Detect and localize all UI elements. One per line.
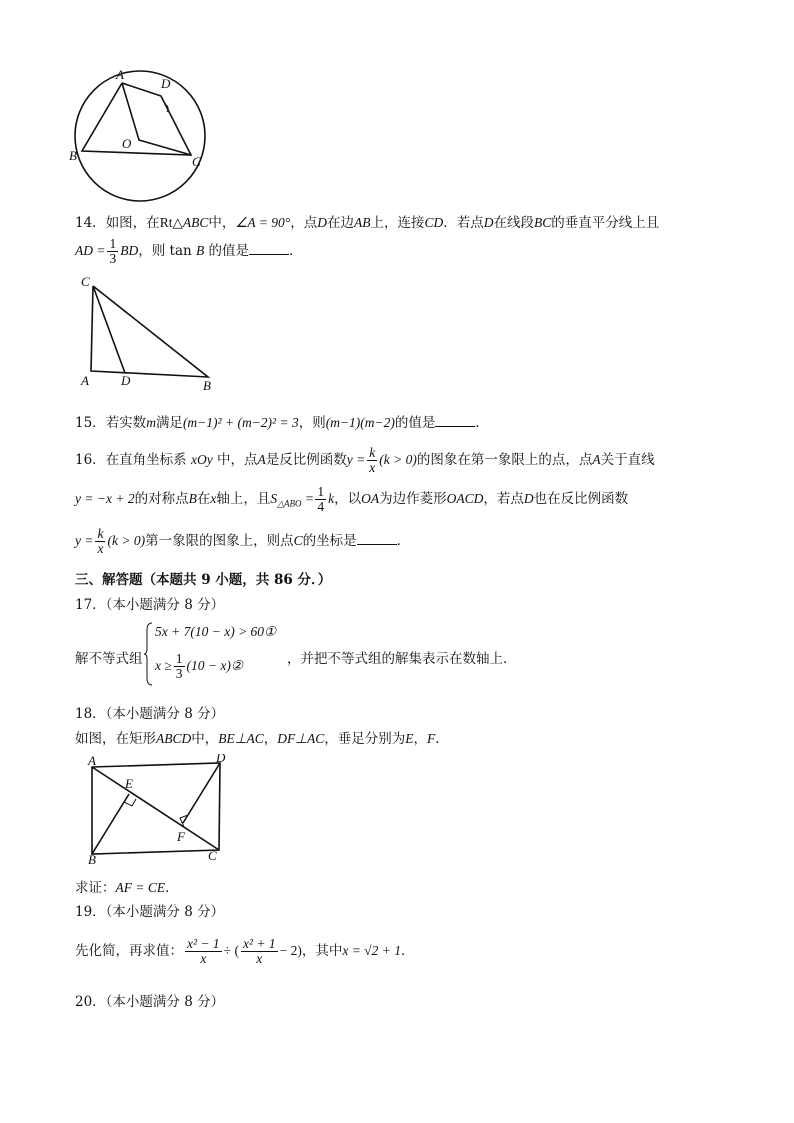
q16-x: x bbox=[210, 491, 217, 506]
q15-text: 满足 bbox=[155, 415, 183, 431]
q16-frac-den: x bbox=[97, 541, 104, 556]
q16-a: A bbox=[592, 452, 601, 467]
q14-angle: ∠A = 90° bbox=[235, 215, 291, 230]
q15-expr2: (m−1)(m−2) bbox=[325, 415, 395, 430]
q18-text bbox=[75, 727, 449, 747]
q15-m: m bbox=[146, 415, 156, 430]
q15-number: 15． bbox=[75, 415, 106, 431]
q19-frac-den: x bbox=[200, 951, 207, 966]
q18-be: BE⊥AC bbox=[218, 731, 264, 746]
q17-fraction bbox=[174, 652, 185, 681]
label-a: A bbox=[81, 373, 89, 388]
q16-text: 为边作菱形 bbox=[379, 491, 447, 507]
q14-frac-num: 1 bbox=[109, 236, 117, 251]
q17-brace bbox=[143, 622, 153, 686]
q19-rest: − 2) bbox=[279, 943, 302, 958]
q15-answer-blank[interactable] bbox=[435, 414, 475, 427]
q14-abc: ABC bbox=[182, 215, 209, 230]
triangle-lines bbox=[91, 286, 208, 377]
label-a: A bbox=[88, 754, 96, 768]
q16-frac-num: k bbox=[97, 526, 104, 541]
q16-frac-num: 1 bbox=[317, 484, 325, 499]
q17-prefix: 解不等式组 bbox=[75, 651, 143, 667]
q14-line2 bbox=[75, 237, 303, 266]
q16-text: 的对称点 bbox=[134, 491, 189, 507]
q16-s-sub: △ABO bbox=[277, 498, 302, 509]
q16-end: ． bbox=[396, 533, 411, 549]
q18-t: 如图，在矩形 bbox=[75, 731, 156, 747]
q14-bc: BC bbox=[533, 215, 552, 230]
q14-line1 bbox=[75, 211, 659, 231]
figure-circle-abcd bbox=[65, 66, 215, 206]
q14-text: 的垂直平分线上且 bbox=[551, 215, 660, 231]
q16-text: 第一象限的图象上，则点 bbox=[145, 533, 294, 549]
q16-y: y = bbox=[75, 533, 94, 548]
q14-b: B bbox=[196, 243, 205, 258]
q16-text: 关于直线 bbox=[600, 452, 655, 468]
q16-frac-den: 4 bbox=[317, 499, 325, 514]
section-3-heading: 三、解答题（本题共 9 小题，共 86 分．） bbox=[75, 572, 332, 588]
q17-suffix: ，并把不等式组的解集表示在数轴上． bbox=[287, 651, 517, 667]
q16-fraction-kx bbox=[367, 446, 377, 475]
q16-line: y = −x + 2 bbox=[75, 491, 135, 506]
q14-frac-den: 3 bbox=[109, 251, 117, 266]
q14-d: D bbox=[483, 215, 494, 230]
q16-text: 在直角坐标系 bbox=[105, 452, 187, 468]
q19-t: 先化简，再求值： bbox=[75, 943, 183, 959]
segment-df bbox=[183, 763, 220, 823]
q16-y: y = bbox=[346, 452, 366, 467]
q17-body bbox=[75, 620, 725, 690]
q19-fraction-1 bbox=[185, 937, 222, 966]
q19-frac-num: x² − 1 bbox=[187, 936, 220, 951]
q16-eq: = bbox=[305, 491, 314, 506]
q16-d: D bbox=[523, 491, 534, 506]
q14-answer-blank[interactable] bbox=[249, 242, 289, 255]
q16-xoy: xOy bbox=[190, 452, 213, 467]
q16-text: 中，点 bbox=[217, 452, 258, 468]
q19-body bbox=[75, 937, 414, 966]
q17-frac-num: 1 bbox=[175, 651, 183, 666]
label-d: D bbox=[121, 373, 131, 388]
label-b: B bbox=[88, 852, 96, 866]
q16-frac-num: k bbox=[369, 445, 376, 460]
q16-cond: (k > 0) bbox=[379, 452, 417, 467]
label-b: B bbox=[69, 148, 77, 163]
q14-text: ，则 tan bbox=[138, 243, 192, 259]
q17-inequality-2 bbox=[155, 652, 243, 681]
q19-div: ÷ ( bbox=[223, 943, 239, 958]
diagonal-ac bbox=[92, 767, 219, 850]
q14-text: 在边 bbox=[326, 215, 354, 231]
q16-line2 bbox=[75, 485, 628, 514]
q16-s: S bbox=[270, 491, 278, 506]
q18-t: ，垂足分别为 bbox=[324, 731, 406, 747]
label-d: D bbox=[161, 76, 171, 91]
q16-text: 也在反比例函数 bbox=[533, 491, 629, 507]
q14-cd: CD bbox=[424, 215, 444, 230]
q16-text: 在 bbox=[196, 491, 211, 507]
q14-ab: AB bbox=[353, 215, 371, 230]
q16-frac-den: x bbox=[369, 460, 376, 475]
label-a: A bbox=[116, 67, 124, 82]
q18-f: F bbox=[427, 731, 436, 746]
q18-t: ， bbox=[263, 731, 278, 747]
q17-inequality-1: 5x + 7(10 − x) > 60① bbox=[155, 624, 277, 639]
q18-heading: 18．（本小题满分 8 分） bbox=[75, 706, 225, 722]
q16-line3 bbox=[75, 527, 410, 556]
q15-text: 若实数 bbox=[105, 415, 147, 431]
q16-cond: (k > 0) bbox=[107, 533, 146, 548]
q14-rt: Rt△ bbox=[159, 215, 183, 230]
q15-text: ，则 bbox=[298, 415, 326, 431]
label-b: B bbox=[203, 378, 211, 392]
label-c: C bbox=[192, 154, 201, 169]
label-c: C bbox=[208, 848, 217, 863]
q14-fraction bbox=[107, 237, 118, 266]
q19-x-value: x = √2 + 1 bbox=[342, 943, 401, 958]
q18-e: E bbox=[405, 731, 414, 746]
q17-heading: 17．（本小题满分 8 分） bbox=[75, 597, 225, 613]
chord-lines bbox=[82, 83, 191, 155]
q19-t: ，其中 bbox=[301, 943, 343, 959]
label-d: D bbox=[216, 754, 226, 765]
q16-text: 的图象在第一象限上的点，点 bbox=[416, 452, 593, 468]
label-e: E bbox=[125, 776, 133, 791]
q19-frac-den: x bbox=[256, 951, 263, 966]
q15 bbox=[75, 411, 489, 431]
q15-text: 的值是 bbox=[394, 415, 436, 431]
q16-oa: OA bbox=[361, 491, 380, 506]
q19-frac-num: x² + 1 bbox=[242, 936, 276, 951]
q18-t: ， bbox=[413, 731, 428, 747]
q14-ad: AD = bbox=[75, 243, 106, 258]
q17-frac-den: 3 bbox=[175, 666, 183, 681]
q19-end: ． bbox=[400, 943, 415, 959]
q14-bd: BD bbox=[120, 243, 139, 258]
q16-oacd: OACD bbox=[446, 491, 484, 506]
label-c: C bbox=[81, 274, 90, 289]
q16-c: C bbox=[293, 533, 303, 548]
q15-expr: (m−1)² + (m−2)² = 3 bbox=[182, 415, 299, 430]
q14-end: ． bbox=[289, 243, 303, 259]
figure-rectangle-abcd bbox=[80, 754, 230, 866]
q16-number: 16． bbox=[75, 452, 106, 468]
q14-text: ．若点 bbox=[443, 215, 484, 231]
q18-t: 中， bbox=[191, 731, 219, 747]
q18-t: ． bbox=[435, 731, 449, 747]
q17-ineq2-rest: (10 − x)② bbox=[186, 658, 243, 673]
q14-number: 14． bbox=[75, 215, 106, 231]
q14-text: 的值是 bbox=[208, 243, 250, 259]
q19-fraction-2 bbox=[241, 937, 278, 966]
figure-triangle-abc bbox=[75, 274, 225, 392]
q16-text: ，以 bbox=[334, 491, 362, 507]
q14-text: 中， bbox=[208, 215, 236, 231]
q16-fraction-quarter bbox=[315, 485, 326, 514]
q16-k: k bbox=[328, 491, 335, 506]
q16-b: B bbox=[188, 491, 197, 506]
q16-text: 的坐标是 bbox=[302, 533, 357, 549]
q18-prove-label: 求证： bbox=[75, 880, 116, 896]
brace-path bbox=[144, 623, 152, 685]
label-f: F bbox=[177, 829, 185, 844]
q18-af-ce: AF = CE bbox=[115, 880, 166, 895]
q18-abcd: ABCD bbox=[156, 731, 192, 746]
q14-text: 在线段 bbox=[493, 215, 534, 231]
q14-text: 如图，在 bbox=[105, 215, 160, 231]
q18-end: ． bbox=[165, 880, 179, 896]
q16-a: A bbox=[257, 452, 266, 467]
segment-be bbox=[92, 794, 129, 854]
q19-heading: 19．（本小题满分 8 分） bbox=[75, 904, 225, 920]
q16-text: ，若点 bbox=[483, 491, 524, 507]
q16-line1 bbox=[75, 446, 655, 475]
q16-fraction-kx bbox=[95, 527, 105, 556]
q18-prove bbox=[75, 876, 179, 896]
q16-text: 轴上，且 bbox=[216, 491, 271, 507]
q14-text: 上，连接 bbox=[370, 215, 425, 231]
q17-x-geq: x ≥ bbox=[155, 658, 172, 673]
q14-d: D bbox=[317, 215, 327, 230]
q18-df: DF⊥AC bbox=[277, 731, 325, 746]
label-o: O bbox=[122, 136, 132, 151]
q14-text: ，点 bbox=[290, 215, 318, 231]
q16-answer-blank[interactable] bbox=[357, 532, 397, 545]
q16-text: 是反比例函数 bbox=[265, 452, 347, 468]
q20-heading: 20．（本小题满分 8 分） bbox=[75, 994, 225, 1010]
q15-end: ． bbox=[475, 415, 489, 431]
circle-o bbox=[75, 71, 205, 201]
